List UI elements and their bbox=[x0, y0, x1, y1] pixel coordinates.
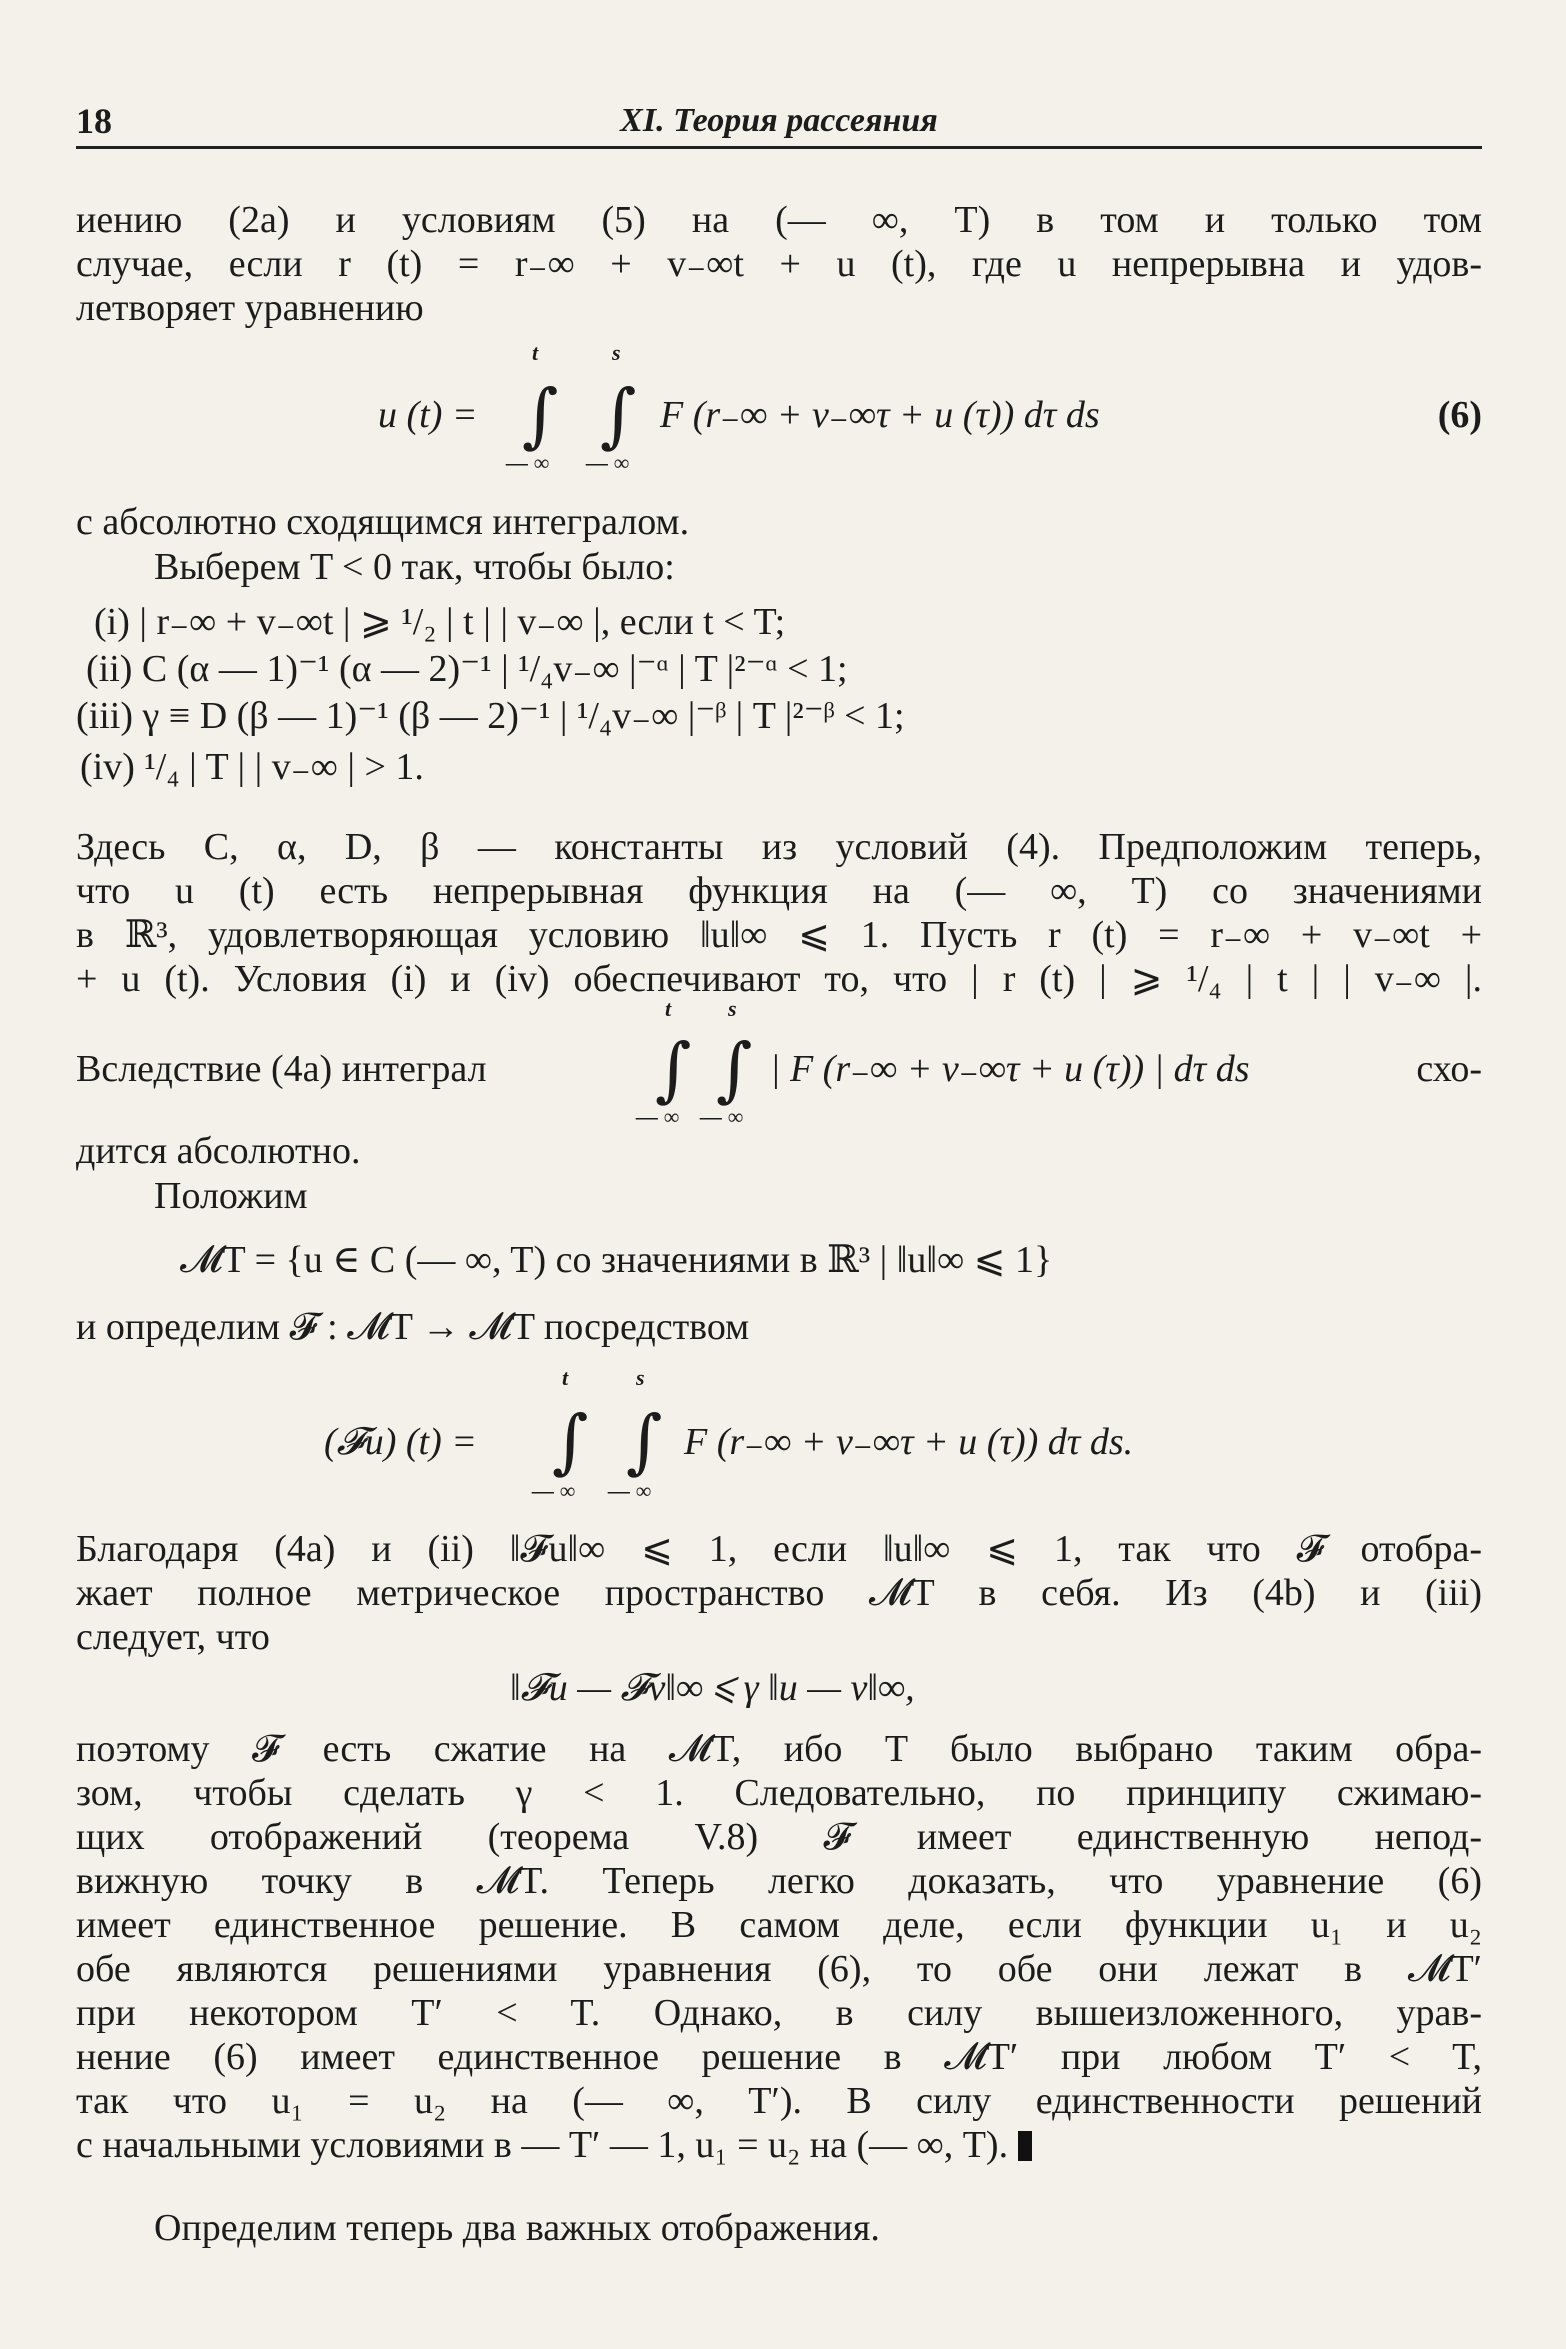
integral-upper-limit: s bbox=[612, 340, 621, 365]
integral-upper-limit: s bbox=[728, 996, 737, 1021]
condition-i: (i) | r₋∞ + v₋∞t | ⩾ ¹/₂ | t | | v₋∞ |, если t < T; bbox=[94, 601, 786, 643]
integral-sign-icon: ∫ bbox=[626, 1400, 663, 1482]
integral-upper-limit: t bbox=[532, 340, 539, 365]
text-line: летворяет уравнению bbox=[76, 287, 424, 329]
text-line: щих отображений (теорема V.8) 𝓕 имеет единственную непод- bbox=[76, 1816, 1482, 1858]
text-line: жает полное метрическое пространство 𝓜T в себя. Из (4b) и (iii) bbox=[76, 1572, 1482, 1614]
page-number: 18 bbox=[76, 101, 112, 141]
integral-upper-limit: t bbox=[562, 1365, 569, 1390]
integral-sign-icon: ∫ bbox=[552, 1400, 589, 1482]
condition-iii: (iii) γ ≡ D (β — 1)⁻¹ (β — 2)⁻¹ | ¹/₄v₋∞ |⁻ᵝ | T |²⁻ᵝ < 1; bbox=[76, 695, 905, 737]
text-line: Благодаря (4а) и (ii) ‖𝓕u‖∞ ⩽ 1, если ‖u‖∞ ⩽ 1, так что 𝓕 отобра- bbox=[76, 1528, 1482, 1570]
integral-lower-limit: — ∞ bbox=[532, 1478, 576, 1503]
integral-expression: | F (r₋∞ + v₋∞τ + u (τ)) | dτ ds bbox=[770, 1048, 1250, 1090]
text-line: в ℝ³, удовлетворяющая условию ‖u‖∞ ⩽ 1. Пусть r (t) = r₋∞ + v₋∞t + bbox=[76, 914, 1482, 956]
running-title: XI. Теория рассеяния bbox=[620, 102, 938, 139]
text-line: поэтому 𝓕 есть сжатие на 𝓜T, ибо T было выбрано таким обра- bbox=[76, 1728, 1482, 1770]
equation-lhs: (𝓕u) (t) = bbox=[324, 1421, 477, 1463]
end-of-proof-icon bbox=[1018, 2131, 1032, 2161]
text-line-end-of-proof bbox=[76, 2123, 1482, 2167]
integral-upper-limit: t bbox=[665, 996, 672, 1021]
text-line: случае, если r (t) = r₋∞ + v₋∞t + u (t), где u непрерывна и удов- bbox=[76, 243, 1482, 285]
integral-lower-limit: — ∞ bbox=[586, 450, 630, 475]
integral-upper-limit: s bbox=[636, 1365, 645, 1390]
integral-sign-icon: ∫ bbox=[522, 374, 559, 456]
text-line: Положим bbox=[154, 1175, 308, 1217]
equation-integrand: F (r₋∞ + v₋∞τ + u (τ)) dτ ds bbox=[660, 394, 1100, 436]
text-line: зом, чтобы сделать γ < 1. Следовательно, по принципу сжимаю- bbox=[76, 1772, 1482, 1814]
text-line: вижную точку в 𝓜T. Теперь легко доказать, что уравнение (6) bbox=[76, 1860, 1482, 1902]
integral-lower-limit: — ∞ bbox=[608, 1478, 652, 1503]
equation-lhs: u (t) = bbox=[378, 394, 478, 436]
text-line: с начальными условиями в — T′ — 1, u₁ = u₂ на (— ∞, T). bbox=[76, 2124, 1009, 2166]
integral-lower-limit: — ∞ bbox=[700, 1104, 744, 1129]
integral-sign-icon: ∫ bbox=[600, 374, 637, 456]
text-line: имеет единственное решение. В самом деле, если функции u₁ и u₂ bbox=[76, 1904, 1482, 1946]
text-line: Здесь C, α, D, β — константы из условий (4). Предположим теперь, bbox=[76, 826, 1482, 868]
integral-lower-limit: — ∞ bbox=[636, 1104, 680, 1129]
text-line: обе являются решениями уравнения (6), то обе они лежат в 𝓜T′ bbox=[76, 1948, 1482, 1990]
page-header bbox=[76, 100, 1482, 149]
text-line: и определим 𝓕 : 𝓜T → 𝓜T посредством bbox=[76, 1306, 750, 1348]
text-line: нение (6) имеет единственное решение в 𝓜T′ при любом T′ < T, bbox=[76, 2036, 1482, 2078]
equation-number: (6) bbox=[1437, 394, 1482, 436]
text-line: следует, что bbox=[76, 1616, 270, 1658]
text-line: при некотором T′ < T. Однако, в силу вышеизложенного, урав- bbox=[76, 1992, 1482, 2034]
equation-integrand: F (r₋∞ + v₋∞τ + u (τ)) dτ ds. bbox=[684, 1421, 1134, 1463]
text-line: с абсолютно сходящимся интегралом. bbox=[76, 501, 690, 543]
set-definition-mt: 𝓜T = {u ∈ C (— ∞, T) со значениями в ℝ³ | ‖u‖∞ ⩽ 1} bbox=[180, 1239, 1053, 1281]
condition-iv: (iv) ¹/₄ | T | | v₋∞ | > 1. bbox=[80, 746, 424, 788]
contraction-inequality: ‖𝓕u — 𝓕v‖∞ ⩽ γ ‖u — v‖∞, bbox=[510, 1667, 915, 1709]
text-line: что u (t) есть непрерывная функция на (— ∞, T) со значениями bbox=[76, 870, 1482, 912]
text-line: Выберем T < 0 так, чтобы было: bbox=[154, 546, 675, 588]
text-line: схо- bbox=[1416, 1048, 1482, 1090]
integral-sign-icon: ∫ bbox=[655, 1028, 692, 1110]
integral-sign-icon: ∫ bbox=[716, 1028, 753, 1110]
text-line: + u (t). Условия (i) и (iv) обеспечивают то, что | r (t) | ⩾ ¹/₄ | t | | v₋∞ |. bbox=[76, 958, 1482, 1000]
text-line: Определим теперь два важных отображения. bbox=[154, 2207, 880, 2249]
text-line: так что u₁ = u₂ на (— ∞, T′). В силу единственности решений bbox=[76, 2080, 1482, 2122]
text-line: иению (2а) и условиям (5) на (— ∞, T) в том и только том bbox=[76, 199, 1482, 241]
condition-ii: (ii) C (α — 1)⁻¹ (α — 2)⁻¹ | ¹/₄v₋∞ |⁻ᵅ | T |²⁻ᵅ < 1; bbox=[86, 648, 848, 690]
integral-lower-limit: — ∞ bbox=[506, 450, 550, 475]
text-line: дится абсолютно. bbox=[76, 1130, 361, 1172]
text-line: Вследствие (4а) интеграл bbox=[76, 1048, 487, 1090]
